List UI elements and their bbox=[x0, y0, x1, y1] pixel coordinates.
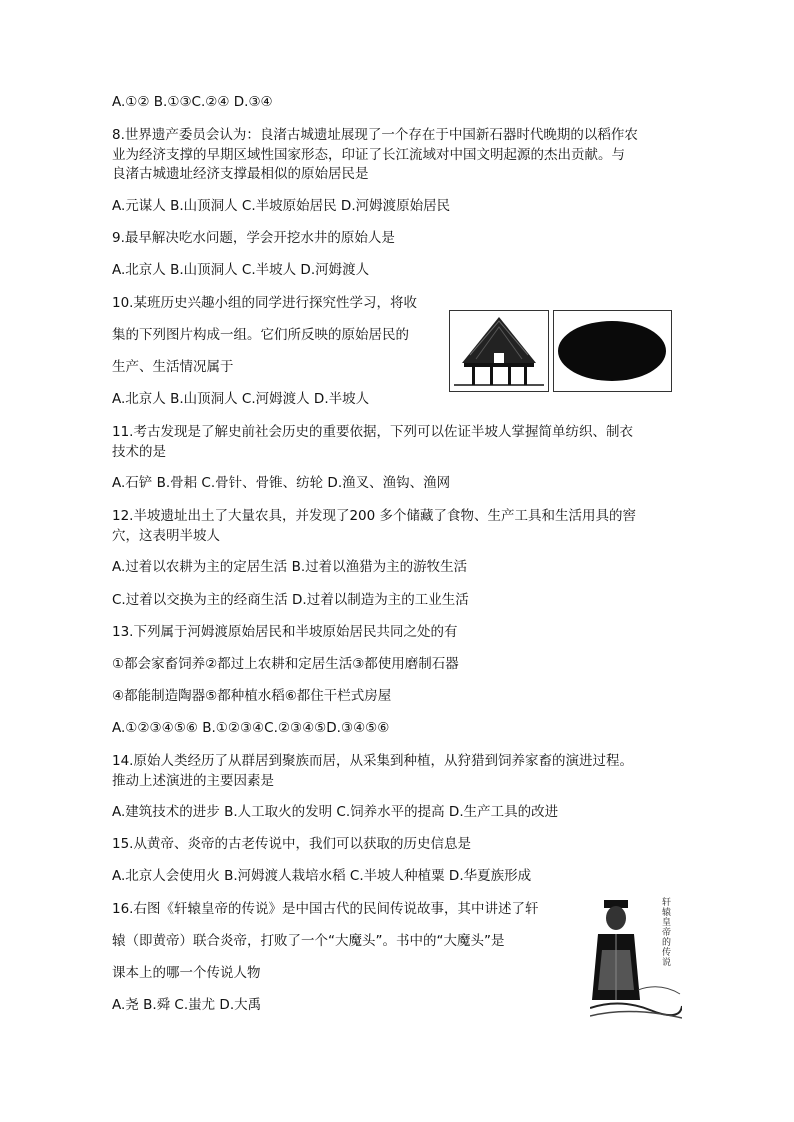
q10-options: A.北京人 B.山顶洞人 C.河姆渡人 D.半坡人 bbox=[112, 391, 370, 407]
stilt-hut-icon bbox=[450, 311, 548, 391]
q13-options: A.①②③④⑤⑥ B.①②③④C.②③④⑤D.③④⑤⑥ bbox=[112, 720, 390, 736]
q11-stem-line1: 11.考古发现是了解史前社会历史的重要依据，下列可以佐证半坡人掌握简单纺织、制衣 bbox=[112, 424, 633, 440]
q10-stem-line1: 10.某班历史兴趣小组的同学进行探究性学习，将收 bbox=[112, 295, 417, 311]
black-pottery-bowl-icon bbox=[554, 311, 671, 391]
q16-stem-line1: 16.右图《轩辕皇帝的传说》是中国古代的民间传说故事，其中讲述了轩 bbox=[112, 901, 539, 917]
q12-options-line2: C.过着以交换为主的经商生活 D.过着以制造为主的工业生活 bbox=[112, 592, 469, 608]
q7-options: A.①② B.①③C.②④ D.③④ bbox=[112, 94, 273, 110]
q12-stem-line1: 12.半坡遗址出土了大量农具，并发现了200 多个储藏了食物、生产工具和生活用具的窖 bbox=[112, 508, 637, 524]
q9-options: A.北京人 B.山顶洞人 C.半坡人 D.河姆渡人 bbox=[112, 262, 370, 278]
q9-stem: 9.最早解决吃水问题，学会开挖水井的原始人是 bbox=[112, 230, 395, 246]
q15-options: A.北京人会使用火 B.河姆渡人栽培水稻 C.半坡人种植粟 D.华夏族形成 bbox=[112, 868, 532, 884]
q11-options: A.石铲 B.骨耜 C.骨针、骨锥、纺轮 D.渔叉、渔钩、渔网 bbox=[112, 475, 451, 491]
q14-stem-line2: 推动上述演进的主要因素是 bbox=[112, 773, 274, 789]
q13-stem: 13.下列属于河姆渡原始居民和半坡原始居民共同之处的有 bbox=[112, 624, 458, 640]
q11-stem-line2: 技术的是 bbox=[112, 444, 166, 460]
q16-stem-line2: 辕（即黄帝）联合炎帝，打败了一个“大魔头”。书中的“大魔头”是 bbox=[112, 933, 505, 949]
q12-stem-line2: 穴，这表明半坡人 bbox=[112, 528, 220, 544]
q10-stem-line2: 集的下列图片构成一组。它们所反映的原始居民的 bbox=[112, 327, 409, 343]
q8-options: A.元谋人 B.山顶洞人 C.半坡原始居民 D.河姆渡原始居民 bbox=[112, 198, 451, 214]
q16-stem-line3: 课本上的哪一个传说人物 bbox=[112, 965, 261, 981]
q13-items-line1: ①都会家畜饲养②都过上农耕和定居生活③都使用磨制石器 bbox=[112, 656, 459, 672]
huangdi-vertical-title: 轩辕皇帝的传说 bbox=[662, 898, 672, 968]
black-pottery-image bbox=[553, 310, 672, 392]
q16-options: A.尧 B.舜 C.蚩尤 D.大禹 bbox=[112, 997, 262, 1013]
huangdi-illustration bbox=[590, 890, 682, 1025]
q8-stem-line2: 业为经济支撑的早期区域性国家形态，印证了长江流域对中国文明起源的杰出贡献。与 bbox=[112, 147, 625, 163]
q8-stem-line1: 8.世界遗产委员会认为：良渚古城遗址展现了一个存在于中国新石器时代晚期的以稻作农 bbox=[112, 127, 638, 143]
q12-options-line1: A.过着以农耕为主的定居生活 B.过着以渔猎为主的游牧生活 bbox=[112, 559, 468, 575]
stilt-hut-image bbox=[449, 310, 549, 392]
q10-stem-line3: 生产、生活情况属于 bbox=[112, 359, 234, 375]
q13-items-line2: ④都能制造陶器⑤都种植水稻⑥都住干栏式房屋 bbox=[112, 688, 392, 704]
q8-stem-line3: 良渚古城遗址经济支撑最相似的原始居民是 bbox=[112, 166, 369, 182]
q14-options: A.建筑技术的进步 B.人工取火的发明 C.饲养水平的提高 D.生产工具的改进 bbox=[112, 804, 559, 820]
q14-stem-line1: 14.原始人类经历了从群居到聚族而居，从采集到种植，从狩猎到饲养家畜的演进过程。 bbox=[112, 753, 633, 769]
q15-stem: 15.从黄帝、炎帝的古老传说中，我们可以获取的历史信息是 bbox=[112, 836, 471, 852]
